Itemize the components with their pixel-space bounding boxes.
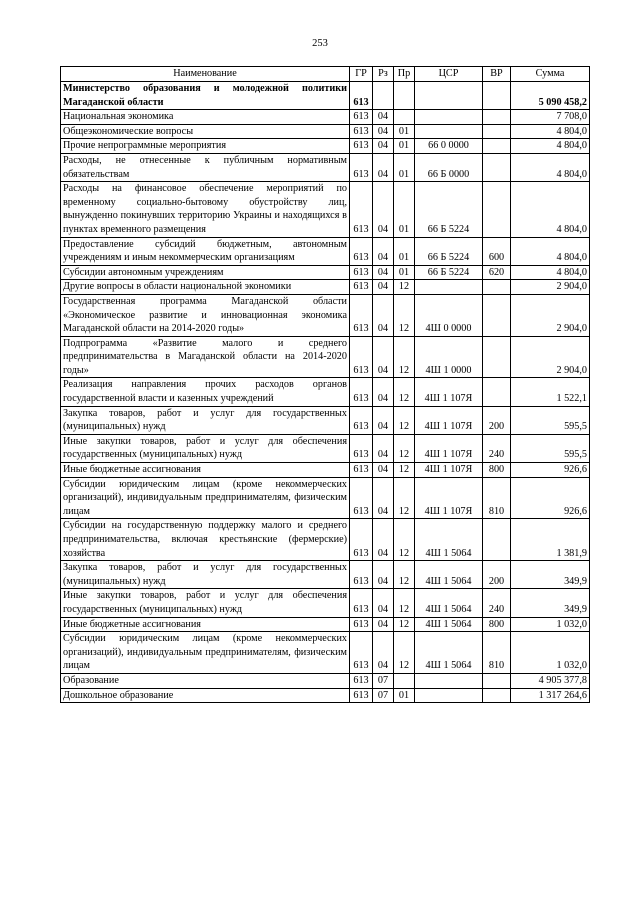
table-row — [61, 463, 590, 478]
row-name: Образование — [61, 673, 350, 688]
row-name: Субсидии юридическим лицам (кроме некоммерческих организаций), индивидуальным предпринимателям, физическим лицам — [61, 632, 350, 674]
row-pr — [394, 110, 415, 125]
row-csr: 4Ш 1 0000 — [415, 336, 483, 378]
row-rz: 04 — [373, 153, 394, 181]
table-row — [61, 519, 590, 561]
row-sum: 4 804,0 — [511, 237, 590, 265]
header-gr: ГР — [350, 67, 373, 82]
row-csr: 66 Б 5224 — [415, 237, 483, 265]
row-gr: 613 — [350, 378, 373, 406]
row-gr: 613 — [350, 294, 373, 336]
row-vr — [483, 280, 511, 295]
row-rz: 04 — [373, 632, 394, 674]
row-name: Министерство образования и молодежной политики Магаданской области — [61, 82, 350, 110]
row-rz: 04 — [373, 139, 394, 154]
table-row — [61, 124, 590, 139]
row-rz: 04 — [373, 519, 394, 561]
row-csr: 66 0 0000 — [415, 139, 483, 154]
row-rz: 04 — [373, 294, 394, 336]
row-csr: 4Ш 1 107Я — [415, 477, 483, 519]
row-name: Государственная программа Магаданской области «Экономическое развитие и инновационная экономика Магаданской области на 2014-2020 годы» — [61, 294, 350, 336]
row-vr: 810 — [483, 477, 511, 519]
row-name: Другие вопросы в области национальной экономики — [61, 280, 350, 295]
row-rz: 04 — [373, 463, 394, 478]
row-name: Иные закупки товаров, работ и услуг для обеспечения государственных (муниципальных) нужд — [61, 434, 350, 462]
table-row — [61, 406, 590, 434]
row-pr: 12 — [394, 434, 415, 462]
table-row — [61, 110, 590, 125]
row-vr: 200 — [483, 561, 511, 589]
row-vr: 810 — [483, 632, 511, 674]
row-pr: 01 — [394, 688, 415, 703]
row-vr — [483, 82, 511, 110]
row-gr: 613 — [350, 561, 373, 589]
row-rz: 07 — [373, 688, 394, 703]
row-rz: 04 — [373, 561, 394, 589]
row-name: Прочие непрограммные мероприятия — [61, 139, 350, 154]
table-row — [61, 477, 590, 519]
row-rz: 04 — [373, 124, 394, 139]
row-pr: 12 — [394, 294, 415, 336]
row-gr: 613 — [350, 280, 373, 295]
row-name: Дошкольное образование — [61, 688, 350, 703]
row-vr: 800 — [483, 463, 511, 478]
row-vr — [483, 294, 511, 336]
row-gr: 613 — [350, 673, 373, 688]
row-sum: 7 708,0 — [511, 110, 590, 125]
row-name: Закупка товаров, работ и услуг для государственных (муниципальных) нужд — [61, 561, 350, 589]
header-csr: ЦСР — [415, 67, 483, 82]
row-gr: 613 — [350, 519, 373, 561]
table-row — [61, 434, 590, 462]
row-vr: 600 — [483, 237, 511, 265]
row-name: Реализация направления прочих расходов органов государственной власти и казенных учреждений — [61, 378, 350, 406]
row-name: Иные бюджетные ассигнования — [61, 617, 350, 632]
row-sum: 4 804,0 — [511, 124, 590, 139]
row-gr: 613 — [350, 110, 373, 125]
row-sum: 926,6 — [511, 463, 590, 478]
row-csr: 4Ш 1 107Я — [415, 378, 483, 406]
row-vr — [483, 124, 511, 139]
row-gr: 613 — [350, 434, 373, 462]
row-gr: 613 — [350, 237, 373, 265]
row-gr: 613 — [350, 153, 373, 181]
row-csr — [415, 688, 483, 703]
row-pr: 12 — [394, 463, 415, 478]
row-sum: 4 804,0 — [511, 182, 590, 237]
row-gr: 613 — [350, 617, 373, 632]
header-name: Наименование — [61, 67, 350, 82]
row-vr: 240 — [483, 589, 511, 617]
row-sum: 1 032,0 — [511, 632, 590, 674]
row-csr — [415, 280, 483, 295]
row-csr: 4Ш 1 107Я — [415, 463, 483, 478]
row-vr: 620 — [483, 265, 511, 280]
row-pr: 12 — [394, 617, 415, 632]
table-row — [61, 294, 590, 336]
row-sum: 1 032,0 — [511, 617, 590, 632]
row-pr: 01 — [394, 237, 415, 265]
row-pr: 01 — [394, 139, 415, 154]
row-pr: 12 — [394, 477, 415, 519]
row-vr — [483, 182, 511, 237]
row-csr: 66 Б 5224 — [415, 182, 483, 237]
row-gr: 613 — [350, 477, 373, 519]
row-pr: 12 — [394, 336, 415, 378]
row-pr: 01 — [394, 153, 415, 181]
budget-table — [60, 66, 590, 703]
row-vr: 240 — [483, 434, 511, 462]
row-name: Субсидии на государственную поддержку малого и среднего предпринимательства, включая крестьянские (фермерские) хозяйства — [61, 519, 350, 561]
row-rz: 04 — [373, 378, 394, 406]
row-vr — [483, 139, 511, 154]
row-rz: 04 — [373, 280, 394, 295]
row-gr: 613 — [350, 139, 373, 154]
row-sum: 926,6 — [511, 477, 590, 519]
table-row — [61, 139, 590, 154]
row-pr: 01 — [394, 124, 415, 139]
row-sum: 4 804,0 — [511, 153, 590, 181]
row-name: Предоставление субсидий бюджетным, автономным учреждениям и иным некоммерческим организациям — [61, 237, 350, 265]
row-gr: 613 — [350, 463, 373, 478]
row-pr: 12 — [394, 280, 415, 295]
row-csr: 4Ш 1 107Я — [415, 434, 483, 462]
row-rz: 07 — [373, 673, 394, 688]
page-number: 253 — [312, 38, 328, 49]
row-csr: 4Ш 0 0000 — [415, 294, 483, 336]
row-gr: 613 — [350, 182, 373, 237]
row-rz: 04 — [373, 182, 394, 237]
row-gr: 613 — [350, 124, 373, 139]
row-rz: 04 — [373, 336, 394, 378]
header-sum: Сумма — [511, 67, 590, 82]
table-row — [61, 182, 590, 237]
row-gr: 613 — [350, 265, 373, 280]
row-csr: 4Ш 1 5064 — [415, 589, 483, 617]
table-row — [61, 617, 590, 632]
row-gr: 613 — [350, 406, 373, 434]
row-csr: 4Ш 1 5064 — [415, 519, 483, 561]
row-pr: 12 — [394, 589, 415, 617]
row-pr — [394, 673, 415, 688]
row-pr: 01 — [394, 182, 415, 237]
row-gr: 613 — [350, 336, 373, 378]
row-name: Расходы на финансовое обеспечение мероприятий по временному социально-бытовому обустройству лиц, вынужденно покинувших территорию Украины и находящихся в пунктах временного размещения — [61, 182, 350, 237]
row-vr — [483, 153, 511, 181]
row-sum: 2 904,0 — [511, 336, 590, 378]
row-name: Субсидии юридическим лицам (кроме некоммерческих организаций), индивидуальным предпринимателям, физическим лицам — [61, 477, 350, 519]
row-name: Субсидии автономным учреждениям — [61, 265, 350, 280]
row-vr — [483, 519, 511, 561]
row-rz: 04 — [373, 589, 394, 617]
row-pr — [394, 82, 415, 110]
row-sum: 1 381,9 — [511, 519, 590, 561]
row-vr — [483, 688, 511, 703]
table-row — [61, 632, 590, 674]
table-row — [61, 265, 590, 280]
header-pr: Пр — [394, 67, 415, 82]
row-vr: 800 — [483, 617, 511, 632]
row-csr: 4Ш 1 5064 — [415, 617, 483, 632]
row-pr: 12 — [394, 406, 415, 434]
row-csr — [415, 124, 483, 139]
header-vr: ВР — [483, 67, 511, 82]
row-sum: 2 904,0 — [511, 294, 590, 336]
row-sum: 595,5 — [511, 406, 590, 434]
row-sum: 349,9 — [511, 589, 590, 617]
row-name: Подпрограмма «Развитие малого и среднего предпринимательства в Магаданской области на 2014-2020 годы» — [61, 336, 350, 378]
table-row — [61, 336, 590, 378]
row-sum: 4 905 377,8 — [511, 673, 590, 688]
table-row — [61, 153, 590, 181]
row-csr: 66 Б 0000 — [415, 153, 483, 181]
table-row — [61, 82, 590, 110]
row-gr: 613 — [350, 82, 373, 110]
row-rz: 04 — [373, 477, 394, 519]
table-row — [61, 673, 590, 688]
row-sum: 5 090 458,2 — [511, 82, 590, 110]
table-row — [61, 688, 590, 703]
row-name: Национальная экономика — [61, 110, 350, 125]
row-csr: 4Ш 1 5064 — [415, 632, 483, 674]
row-name: Общеэкономические вопросы — [61, 124, 350, 139]
row-name: Закупка товаров, работ и услуг для государственных (муниципальных) нужд — [61, 406, 350, 434]
row-sum: 1 317 264,6 — [511, 688, 590, 703]
row-pr: 12 — [394, 632, 415, 674]
row-vr — [483, 378, 511, 406]
table-body — [61, 82, 590, 703]
row-sum: 349,9 — [511, 561, 590, 589]
row-rz: 04 — [373, 406, 394, 434]
row-name: Иные бюджетные ассигнования — [61, 463, 350, 478]
row-sum: 595,5 — [511, 434, 590, 462]
row-gr: 613 — [350, 632, 373, 674]
row-pr: 12 — [394, 519, 415, 561]
row-sum: 2 904,0 — [511, 280, 590, 295]
row-rz — [373, 82, 394, 110]
row-rz: 04 — [373, 434, 394, 462]
table-row — [61, 378, 590, 406]
row-vr — [483, 336, 511, 378]
row-gr: 613 — [350, 688, 373, 703]
row-pr: 12 — [394, 378, 415, 406]
table-row — [61, 589, 590, 617]
row-rz: 04 — [373, 237, 394, 265]
row-sum: 4 804,0 — [511, 139, 590, 154]
row-vr — [483, 110, 511, 125]
row-csr — [415, 82, 483, 110]
row-vr — [483, 673, 511, 688]
row-csr — [415, 673, 483, 688]
row-sum: 4 804,0 — [511, 265, 590, 280]
row-rz: 04 — [373, 617, 394, 632]
row-pr: 01 — [394, 265, 415, 280]
row-gr: 613 — [350, 589, 373, 617]
table-row — [61, 561, 590, 589]
header-rz: Рз — [373, 67, 394, 82]
table-header-row — [61, 67, 590, 82]
row-name: Расходы, не отнесенные к публичным нормативным обязательствам — [61, 153, 350, 181]
row-sum: 1 522,1 — [511, 378, 590, 406]
row-pr: 12 — [394, 561, 415, 589]
row-csr — [415, 110, 483, 125]
row-csr: 66 Б 5224 — [415, 265, 483, 280]
row-name: Иные закупки товаров, работ и услуг для обеспечения государственных (муниципальных) нужд — [61, 589, 350, 617]
row-rz: 04 — [373, 110, 394, 125]
row-rz: 04 — [373, 265, 394, 280]
table-row — [61, 237, 590, 265]
row-csr: 4Ш 1 107Я — [415, 406, 483, 434]
row-csr: 4Ш 1 5064 — [415, 561, 483, 589]
table-row — [61, 280, 590, 295]
row-vr: 200 — [483, 406, 511, 434]
